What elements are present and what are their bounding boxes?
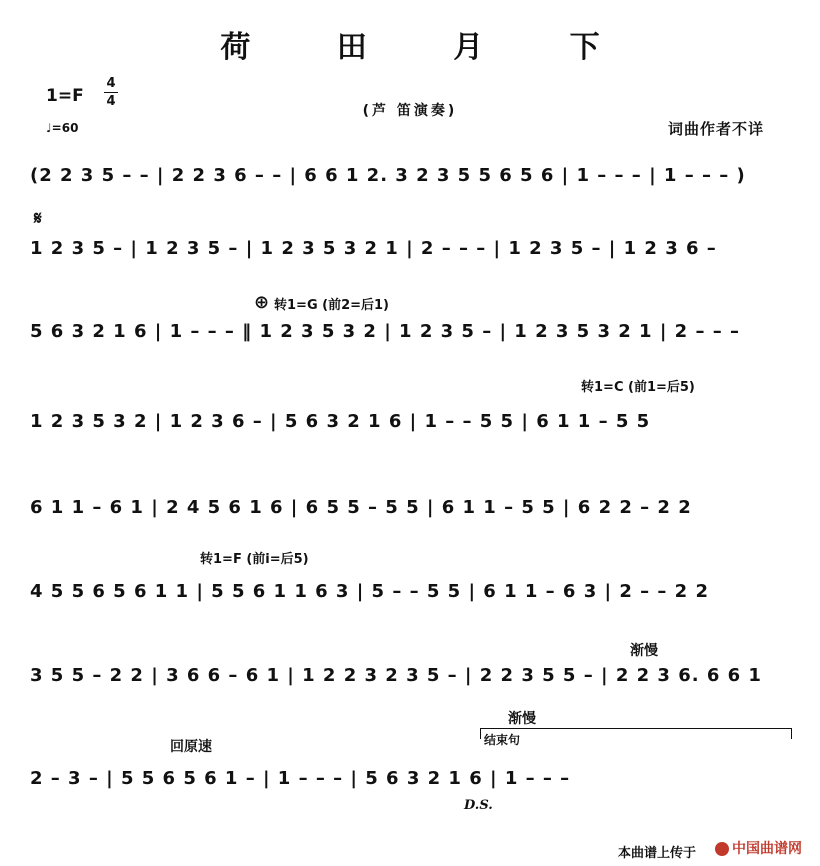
ds-marking: D.S. xyxy=(464,798,493,813)
ending-label: 结束句 xyxy=(484,733,521,747)
performer-note: (芦 笛演奏) xyxy=(362,103,458,119)
staff-line-6: 4 5 5 6 5 6 1 1 | 5 5 6 1 1 6 3 | 5 – – 5 5 | 6 1 1 – 6 3 | 2 – – 2 2 xyxy=(30,581,709,602)
modulation-f: 转1=F (前i=后5) xyxy=(200,552,309,567)
tempo-slow-2: 渐慢 xyxy=(508,711,536,727)
footer-upload-text: 本曲谱上传于 xyxy=(618,846,697,861)
tempo-restore: 回原速 xyxy=(170,739,212,755)
staff-line-7: 3 5 5 – 2 2 | 3 6 6 – 6 1 | 1 2 2 3 2 3 5 – | 2 2 3 5 5 – | 2 2 3 6. 6 6 1 xyxy=(30,665,762,686)
staff-line-3: 5 6 3 2 1 6 | 1 – – – ‖ 1 2 3 5 3 2 | 1 2 3 5 – | 1 2 3 5 3 2 1 | 2 – – – xyxy=(30,321,741,342)
tempo-mark: ♩=60 xyxy=(46,121,79,135)
staff-line-8: 2 – 3 – | 5 5 6 5 6 1 – | 1 – – – | 5 6 3 2 1 6 | 1 – – – xyxy=(30,768,571,789)
coda-sign: ⊕ xyxy=(254,292,270,313)
staff-line-4: 1 2 3 5 3 2 | 1 2 3 6 – | 5 6 3 2 1 6 | 1 – – 5 5 | 6 1 1 – 5 5 xyxy=(30,411,651,432)
staff-line-2: 1 2 3 5 – | 1 2 3 5 – | 1 2 3 5 3 2 1 | 2 – – – | 1 2 3 5 – | 1 2 3 6 – xyxy=(30,238,717,259)
key-signature: 1=F xyxy=(46,86,84,106)
score-title: 荷 田 月 下 xyxy=(220,30,638,65)
modulation-g: 转1=G (前2=后1) xyxy=(274,298,390,313)
meter-bottom: 4 xyxy=(106,94,116,109)
site-brand[interactable] xyxy=(715,838,802,858)
brand-name: 中国曲谱网 xyxy=(732,841,802,857)
tempo-slow-1: 渐慢 xyxy=(630,643,658,659)
modulation-c: 转1=C (前1=后5) xyxy=(581,380,695,395)
meter-divider xyxy=(104,92,118,93)
composer-credit: 词曲作者不详 xyxy=(668,120,765,138)
brand-logo-icon xyxy=(715,842,729,856)
ending-bracket xyxy=(480,728,792,739)
staff-line-5: 6 1 1 – 6 1 | 2 4 5 6 1 6 | 6 5 5 – 5 5 | 6 1 1 – 5 5 | 6 2 2 – 2 2 xyxy=(30,497,692,518)
segno-sign: 𝄋 xyxy=(34,208,42,229)
meter-top: 4 xyxy=(106,76,116,91)
staff-line-1: (2 2 3 5 – – | 2 2 3 6 – – | 6 6 1 2. 3 2 3 5 5 6 5 6 | 1 – – – | 1 – – – ) xyxy=(30,165,746,186)
